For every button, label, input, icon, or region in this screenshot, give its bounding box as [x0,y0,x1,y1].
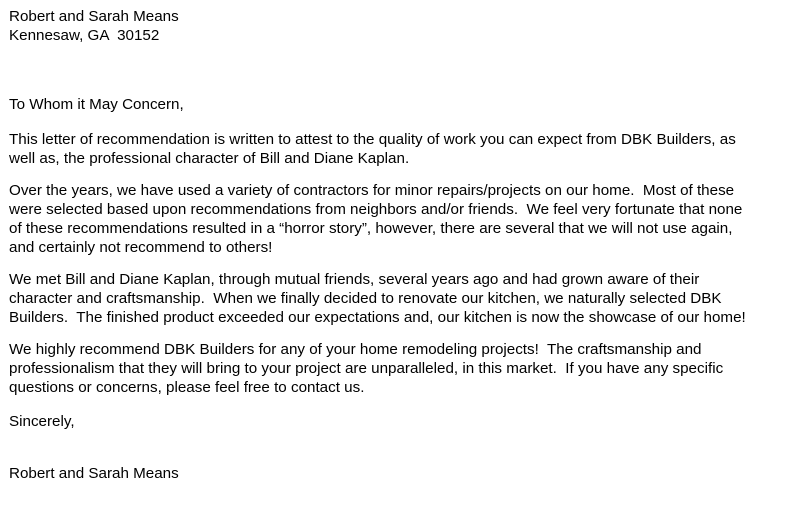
salutation: To Whom it May Concern, [9,96,184,113]
sender-name: Robert and Sarah Means [9,8,179,25]
paragraph-line: were selected based upon recommendations from neighbors and/or friends. We feel very fortunate that none [9,201,743,218]
paragraph-line: Over the years, we have used a variety of contractors for minor repairs/projects on our home. Most of these [9,182,735,199]
paragraph-line: of these recommendations resulted in a “horror story”, however, there are several that we will not use again, [9,220,733,237]
paragraph-line: questions or concerns, please feel free to contact us. [9,379,365,396]
paragraph-line: well as, the professional character of Bill and Diane Kaplan. [9,150,410,167]
paragraph-line: and certainly not recommend to others! [9,239,273,256]
paragraph-line: character and craftsmanship. When we finally decided to renovate our kitchen, we naturally selected DBK [9,290,722,307]
paragraph-line: Builders. The finished product exceeded our expectations and, our kitchen is now the showcase of our home! [9,309,746,326]
signature: Robert and Sarah Means [9,465,179,482]
paragraph-line: We highly recommend DBK Builders for any of your home remodeling projects! The craftsmanship and [9,341,702,358]
sender-address: Kennesaw, GA 30152 [9,27,160,44]
closing: Sincerely, [9,413,75,430]
paragraph-line: professionalism that they will bring to your project are unparalleled, in this market. If you have any specific [9,360,724,377]
paragraph-line: This letter of recommendation is written to attest to the quality of work you can expect from DBK Builders, as [9,131,736,148]
paragraph-line: We met Bill and Diane Kaplan, through mutual friends, several years ago and had grown aware of their [9,271,700,288]
